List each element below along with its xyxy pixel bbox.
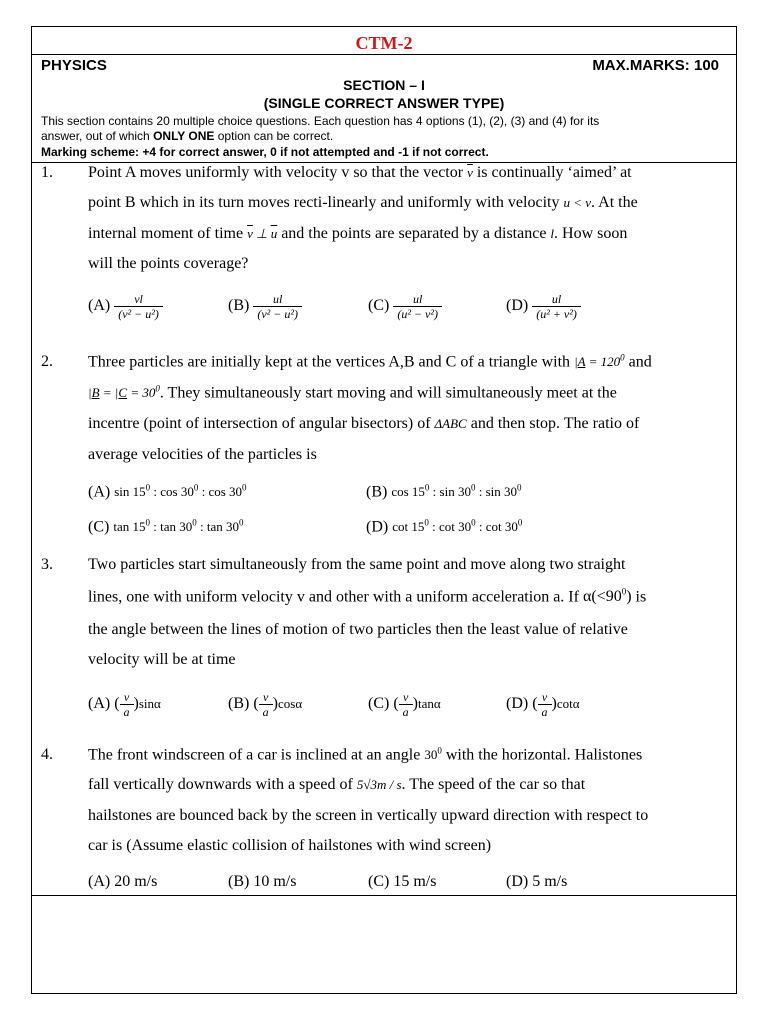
text: with the horizontal. Halistones xyxy=(445,746,643,764)
math-angle-a: $|A = 120^0$ xyxy=(574,353,625,370)
option-label: (C) xyxy=(368,695,390,713)
option-formula: $\frac{v}{a}$ xyxy=(399,690,413,719)
math-v-perp-u: $\overline{v}$ ⊥ $\overline{u}$ xyxy=(247,226,278,241)
option-c xyxy=(88,518,243,536)
question-text-line: car is (Assume elastic collision of hailstones with wind screen) xyxy=(88,837,492,854)
option-c: (C) ( $\frac{v}{a}$ )tanα xyxy=(368,690,441,719)
option-c: (C) 15 m/s xyxy=(368,873,437,890)
question-number: 1. xyxy=(41,164,53,181)
option-formula: $\tan 15^0$ : $\tan 30^0$ : $\tan 30^0$ xyxy=(113,518,244,535)
question-number: 2. xyxy=(41,353,53,370)
math-triangle: ΔABC xyxy=(434,416,467,431)
text: . The speed of the car so that xyxy=(401,776,586,793)
paper-title: CTM-2 xyxy=(355,33,413,53)
option-label: (A) xyxy=(88,297,111,315)
option-label: (D) xyxy=(506,297,529,315)
option-formula: $\frac{ul}{\text{(u² − v²)}}$ xyxy=(393,292,442,321)
text: is continually ‘aimed’ at xyxy=(476,164,632,181)
option-label: (B) xyxy=(366,483,388,501)
option-formula: $\frac{vl}{\text{(v² − u²)}}$ xyxy=(114,292,163,321)
option-a xyxy=(88,483,247,501)
text: and then stop. The ratio of xyxy=(470,415,640,432)
divider-header xyxy=(31,162,737,163)
math-vector-v: $\overline{v}$ xyxy=(467,165,473,180)
question-text-line xyxy=(88,225,627,243)
option-formula: $\cot 15^0$ : $\cot 30^0$ : $\cot 30^0$ xyxy=(392,518,523,535)
instructions-line-1: This section contains 20 multiple choice questions. Each question has 4 options (1), (2), (3) and (4) for its xyxy=(41,114,600,128)
max-marks: MAX.MARKS: 100 xyxy=(592,57,719,74)
option-formula: $\frac{v}{a}$ xyxy=(538,690,552,719)
question-text-line: will the points coverage? xyxy=(88,255,249,272)
option-a: (A) 20 m/s xyxy=(88,873,158,890)
option-a: (A) ( $\frac{v}{a}$ )sinα xyxy=(88,690,161,719)
question-text-line xyxy=(88,194,638,212)
option-a xyxy=(88,292,163,321)
question-number: 3. xyxy=(41,556,53,573)
option-label: (B) xyxy=(228,695,250,713)
question-text-line xyxy=(88,384,617,402)
option-formula: $\frac{v}{a}$ xyxy=(120,690,134,719)
math-angle-30: $30^0$ xyxy=(424,746,442,763)
text: and xyxy=(628,353,652,371)
text: The front windscreen of a car is inclined at an angle xyxy=(88,746,421,764)
option-formula: $\frac{ul}{\text{(u² + v²)}}$ xyxy=(532,292,581,321)
option-d xyxy=(366,518,522,536)
text: . They simultaneously start moving and will simultaneously meet at the xyxy=(159,384,617,402)
math-alpha: $\alpha(<90^0)$ xyxy=(582,587,632,606)
question-text-line xyxy=(88,415,639,433)
text: incentre (point of intersection of angular bisectors) of xyxy=(88,415,431,432)
question-text-line xyxy=(88,164,632,182)
text: . At the xyxy=(591,194,638,211)
instr-emphasis: ONLY ONE xyxy=(153,129,215,143)
option-b xyxy=(228,292,302,321)
option-label: (A) xyxy=(88,695,111,713)
text: and the points are separated by a distance xyxy=(281,225,547,242)
subject-label: PHYSICS xyxy=(41,57,107,74)
question-text-line xyxy=(88,776,585,794)
option-formula: $\frac{ul}{\text{(v² − u²)}}$ xyxy=(253,292,302,321)
text: fall vertically downwards with a speed of xyxy=(88,776,353,793)
text: internal moment of time xyxy=(88,225,244,242)
math-u-lt-v: u < v xyxy=(563,195,592,210)
option-formula: $\frac{v}{a}$ xyxy=(259,690,273,719)
option-c xyxy=(368,292,442,321)
math-l: l xyxy=(550,226,555,241)
option-label: (A) xyxy=(88,483,111,501)
question-text-line: the angle between the lines of motion of two particles then the least value of relative xyxy=(88,621,628,638)
option-label: (D) xyxy=(366,518,389,536)
math-angle-bc: $|B = |C = 30^0$ xyxy=(88,384,160,401)
section-heading: SECTION – I xyxy=(343,77,425,93)
question-text-line: average velocities of the particles is xyxy=(88,446,317,463)
option-b xyxy=(366,483,522,501)
option-formula: $\sin 15^0$ : $\cos 30^0$ : $\cos 30^0$ xyxy=(114,483,247,500)
question-text-line: velocity will be at time xyxy=(88,651,236,668)
option-b: (B) ( $\frac{v}{a}$ )cosα xyxy=(228,690,303,719)
section-type: (SINGLE CORRECT ANSWER TYPE) xyxy=(263,95,505,111)
instructions-line-2 xyxy=(41,129,333,143)
math-speed: 5√3m / s xyxy=(356,777,402,792)
option-label: (C) xyxy=(368,297,390,315)
text: Three particles are initially kept at the vertices A,B and C of a triangle with xyxy=(88,353,571,371)
marking-scheme: Marking scheme: +4 for correct answer, 0 if not attempted and -1 if not correct. xyxy=(41,145,489,159)
divider-top xyxy=(31,54,737,55)
option-d: (D) ( $\frac{v}{a}$ )cotα xyxy=(506,690,580,719)
instr-text: option can be correct. xyxy=(214,129,334,143)
text: lines, one with uniform velocity v and other with a uniform acceleration a. If xyxy=(88,588,579,606)
option-b: (B) 10 m/s xyxy=(228,873,297,890)
option-d: (D) 5 m/s xyxy=(506,873,568,890)
option-label: (C) xyxy=(88,518,110,536)
question-text-line xyxy=(88,746,642,764)
option-formula: $\cos 15^0$ : $\sin 30^0$ : $\sin 30^0$ xyxy=(391,483,522,500)
option-label: (D) xyxy=(506,695,529,713)
question-text-line xyxy=(88,353,652,371)
text: point B which in its turn moves recti-linearly and uniformly with velocity xyxy=(88,194,560,211)
question-text-line: hailstones are bounced back by the screen in vertically upward direction with respect to xyxy=(88,807,649,824)
option-d xyxy=(506,292,581,321)
option-label: (B) xyxy=(228,297,250,315)
divider-bottom xyxy=(31,895,737,896)
question-text-line: Two particles start simultaneously from the same point and move along two straight xyxy=(88,556,626,573)
text: . How soon xyxy=(554,225,628,242)
text: is xyxy=(635,588,647,606)
text: Point A moves uniformly with velocity v so that the vector xyxy=(88,164,464,181)
question-text-line xyxy=(88,587,646,606)
instr-text: answer, out of which xyxy=(41,129,154,143)
question-number: 4. xyxy=(41,746,53,763)
